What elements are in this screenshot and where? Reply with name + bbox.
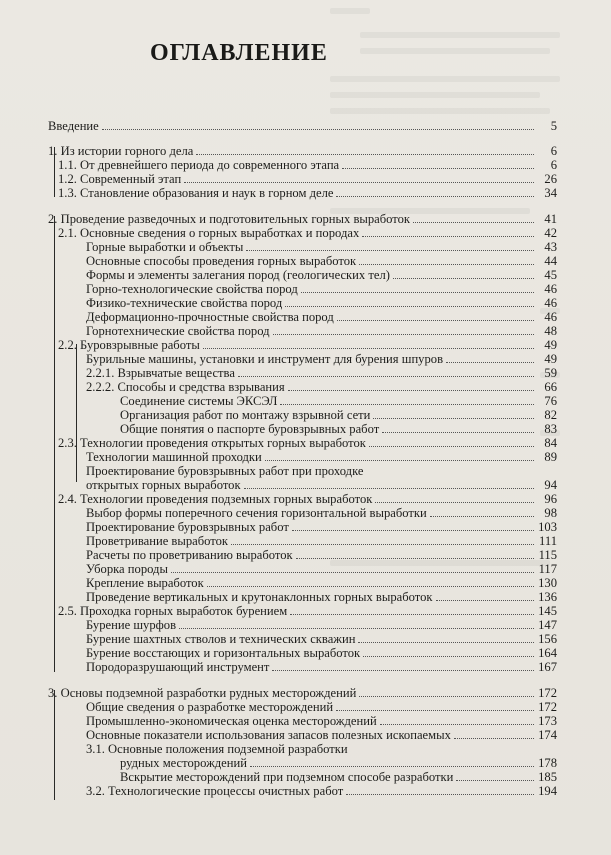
toc-entry[interactable]: 1.3. Становление образования и наук в горном деле 34	[58, 186, 557, 200]
toc-entry[interactable]: Горнотехнические свойства пород 48	[86, 324, 557, 338]
toc-entry[interactable]: 1.2. Современный этап 26	[58, 172, 557, 186]
toc-entry[interactable]: Промышленно-экономическая оценка месторождений 173	[86, 714, 557, 728]
toc-entry[interactable]: 2.3. Технологии проведения открытых горных выработок 84	[58, 436, 557, 450]
toc-entry[interactable]: Бурение шахтных стволов и технических скважин 156	[86, 632, 557, 646]
toc-entry[interactable]: 1. Из истории горного дела 6	[48, 144, 557, 158]
toc-entry[interactable]: Проектирование буровзрывных работ 103	[86, 520, 557, 534]
toc-entry[interactable]: Основные показатели использования запасов полезных ископаемых 174	[86, 728, 557, 742]
toc-entry[interactable]: 2.5. Проходка горных выработок бурением 145	[58, 604, 557, 618]
toc-entry[interactable]: Бурильные машины, установки и инструмент для бурения шпуров 49	[86, 352, 557, 366]
toc-entry[interactable]: Общие сведения о разработке месторождений 172	[86, 700, 557, 714]
toc-entry[interactable]: 2.1. Основные сведения о горных выработках и породах 42	[58, 226, 557, 240]
toc-entry[interactable]: Вскрытие месторождений при подземном способе разработки 185	[120, 770, 557, 784]
toc-entry[interactable]: Крепление выработок 130	[86, 576, 557, 590]
toc-entry[interactable]: Расчеты по проветриванию выработок 115	[86, 548, 557, 562]
toc-entry-line[interactable]: Проектирование буровзрывных работ при проходке	[86, 464, 364, 478]
toc-entry[interactable]: 2.2. Буровзрывные работы 49	[58, 338, 557, 352]
toc-entry[interactable]: Бурение шурфов 147	[86, 618, 557, 632]
toc-entry[interactable]: Проветривание выработок 111	[86, 534, 557, 548]
toc-entry[interactable]: Горные выработки и объекты 43	[86, 240, 557, 254]
toc-entry[interactable]: 2.2.2. Способы и средства взрывания 66	[86, 380, 557, 394]
toc-entry[interactable]: рудных месторождений 178	[120, 756, 557, 770]
toc-title: ОГЛАВЛЕНИЕ	[150, 40, 328, 66]
toc-entry[interactable]: Выбор формы поперечного сечения горизонтальной выработки 98	[86, 506, 557, 520]
toc-entry[interactable]: 2. Проведение разведочных и подготовительных горных выработок 41	[48, 212, 557, 226]
toc-entry[interactable]: Уборка породы 117	[86, 562, 557, 576]
toc-entry[interactable]: открытых горных выработок 94	[86, 478, 557, 492]
toc-entry[interactable]: Физико-технические свойства пород 46	[86, 296, 557, 310]
toc-entry[interactable]: 2.2.1. Взрывчатые вещества 59	[86, 366, 557, 380]
toc-entry[interactable]: Организация работ по монтажу взрывной сети 82	[120, 408, 557, 422]
toc-entry[interactable]: 3. Основы подземной разработки рудных месторождений 172	[48, 686, 557, 700]
toc-entry[interactable]: 2.4. Технологии проведения подземных горных выработок 96	[58, 492, 557, 506]
toc-entry[interactable]: 3.2. Технологические процессы очистных работ 194	[86, 784, 557, 798]
toc-entry[interactable]: Бурение восстающих и горизонтальных выработок 164	[86, 646, 557, 660]
toc-entry[interactable]: Формы и элементы залегания пород (геологических тел) 45	[86, 268, 557, 282]
toc-entry[interactable]: Введение 5	[48, 119, 557, 133]
toc-entry[interactable]: Основные способы проведения горных выработок 44	[86, 254, 557, 268]
toc-entry[interactable]: Деформационно-прочностные свойства пород 46	[86, 310, 557, 324]
toc-entry[interactable]: Горно-технологические свойства пород 46	[86, 282, 557, 296]
toc-entry[interactable]: 1.1. От древнейшего периода до современного этапа 6	[58, 158, 557, 172]
toc-entry[interactable]: Технологии машинной проходки 89	[86, 450, 557, 464]
toc-entry[interactable]: Соединение системы ЭКСЭЛ 76	[120, 394, 557, 408]
toc-entry[interactable]: Породоразрушающий инструмент 167	[86, 660, 557, 674]
toc-entry[interactable]: Общие понятия о паспорте буровзрывных работ 83	[120, 422, 557, 436]
toc-entry[interactable]: Проведение вертикальных и крутонаклонных горных выработок 136	[86, 590, 557, 604]
toc-entry-line[interactable]: 3.1. Основные положения подземной разработки	[86, 742, 348, 756]
